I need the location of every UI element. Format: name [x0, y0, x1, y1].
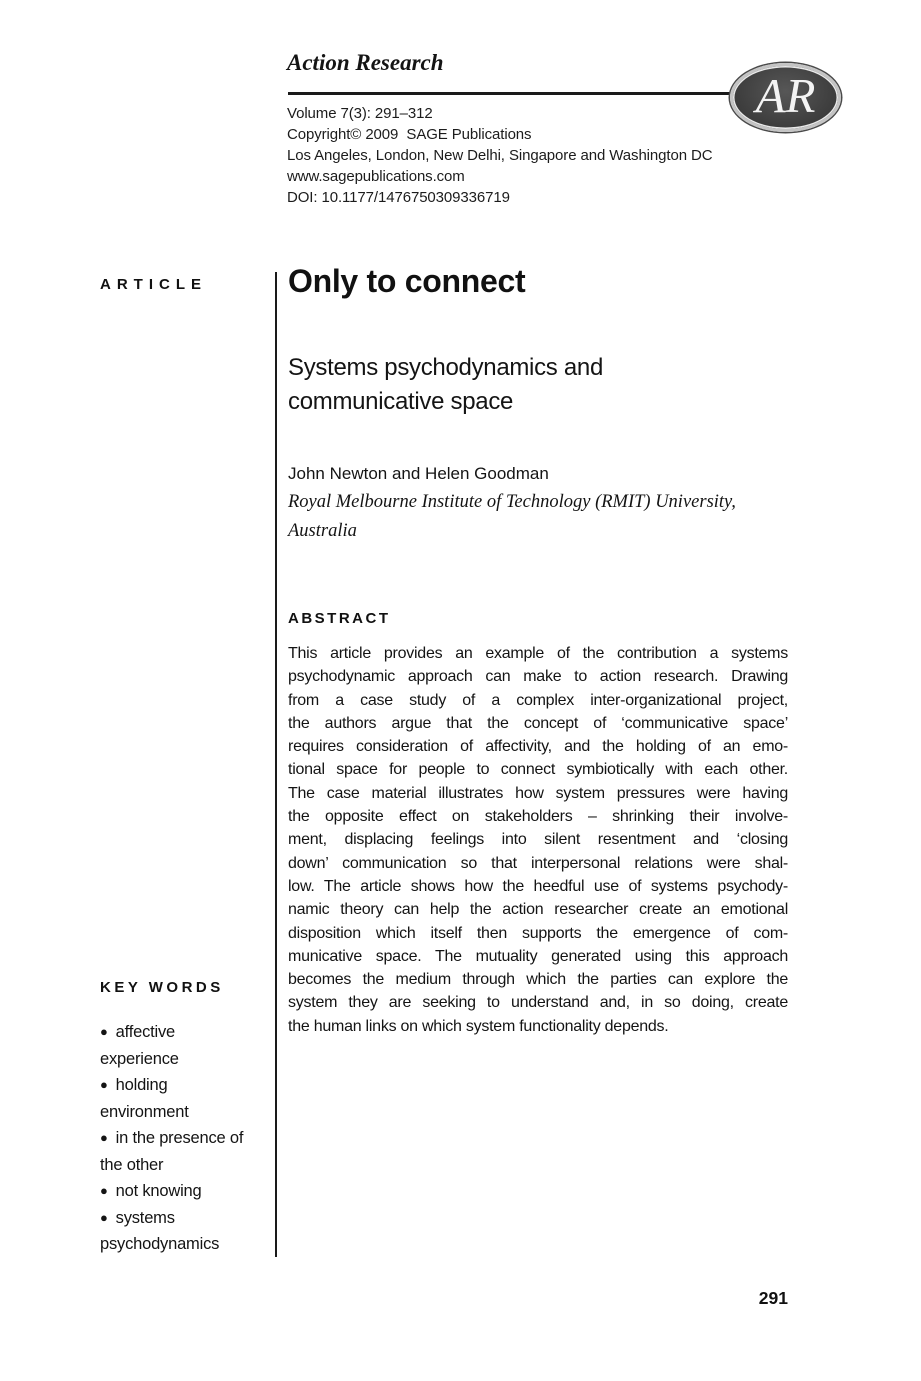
abstract-line: municative space. The mutuality generated using this approach — [288, 947, 788, 965]
abstract-line: down’ communication so that interpersonal relations were shal- — [288, 854, 788, 872]
keywords-heading: KEY WORDS — [100, 979, 224, 996]
publisher-website: www.sagepublications.com — [287, 168, 465, 185]
abstract-line: This article provides an example of the contribution a systems — [288, 645, 788, 662]
keyword-bullet-icon: ● — [100, 1209, 108, 1225]
abstract-line: the authors argue that the concept of ‘communicative space’ — [288, 714, 788, 732]
abstract-line: tional space for people to connect symbiotically with each other. — [288, 761, 788, 779]
journal-info-block — [287, 103, 712, 208]
journal-name: Action Research — [287, 50, 444, 75]
keyword-line — [100, 1019, 280, 1046]
keyword-line — [100, 1046, 280, 1073]
article-subtitle — [288, 351, 603, 419]
keyword-line — [100, 1099, 280, 1126]
keyword-text: environment — [100, 1102, 189, 1121]
journal-logo — [730, 63, 841, 132]
keyword-line — [100, 1125, 280, 1152]
abstract-line: system they are seeking to understand and, in so doing, create — [288, 994, 788, 1012]
abstract-line: the opposite effect on stakeholders – shrinking their involve- — [288, 808, 788, 826]
abstract-line: disposition which itself then supports the emergence of com- — [288, 924, 788, 942]
abstract-line: ment, displacing feelings into silent resentment and ‘closing — [288, 831, 788, 849]
publisher-cities-line: Los Angeles, London, New Delhi, Singapore and Washington DC — [287, 147, 713, 164]
page-number: 291 — [758, 1288, 788, 1308]
abstract-line: namic theory can help the action researcher create an emotional — [288, 901, 788, 919]
article-authors: John Newton and Helen Goodman — [288, 464, 549, 483]
abstract-heading: ABSTRACT — [288, 610, 391, 627]
keyword-bullet-icon: ● — [100, 1183, 108, 1198]
keyword-text: not knowing — [115, 1182, 202, 1200]
affiliation-line: Royal Melbourne Institute of Technology (RMIT) University, — [288, 492, 736, 512]
abstract-text — [288, 642, 788, 1038]
keyword-text: systems — [115, 1208, 175, 1227]
keyword-line — [100, 1072, 280, 1099]
abstract-line: from a case study of a complex inter-organizational project, — [288, 691, 788, 709]
abstract-line: the human links on which system functionality depends. — [288, 1017, 669, 1035]
column-divider-rule — [275, 272, 277, 1257]
keyword-line — [100, 1205, 280, 1232]
keyword-line — [100, 1152, 280, 1179]
masthead-rule — [288, 92, 730, 95]
keyword-text: in the presence of — [115, 1129, 244, 1147]
article-subtitle-line: Systems psychodynamics and — [288, 354, 604, 381]
article-subtitle-line: communicative space — [288, 388, 514, 415]
keywords-list — [100, 1019, 280, 1258]
keyword-line — [100, 1231, 280, 1258]
keyword-text: the other — [100, 1155, 164, 1174]
affiliation-line: Australia — [288, 521, 357, 541]
keyword-text: holding — [115, 1076, 168, 1094]
abstract-line: becomes the medium through which the parties can explore the — [288, 971, 788, 989]
article-affiliation — [288, 488, 736, 546]
doi-line: DOI: 10.1177/1476750309336719 — [287, 189, 510, 206]
copyright-line: Copyright© 2009 SAGE Publications — [287, 126, 532, 143]
abstract-line: The case material illustrates how system pressures were having — [288, 784, 788, 802]
keyword-text: experience — [100, 1049, 179, 1068]
keyword-bullet-icon: ● — [100, 1024, 108, 1039]
abstract-line: psychodynamic approach can make to action research. Drawing — [288, 668, 788, 686]
article-title: Only to connect — [288, 263, 526, 299]
abstract-line: requires consideration of affectivity, and the holding of an emo- — [288, 738, 788, 756]
keyword-text: affective — [115, 1023, 176, 1041]
keyword-line — [100, 1178, 280, 1205]
keyword-bullet-icon: ● — [100, 1077, 108, 1092]
abstract-line: low. The article shows how the heedful use of systems psychody- — [288, 877, 788, 895]
section-label: ARTICLE — [100, 276, 207, 293]
volume-line: Volume 7(3): 291–312 — [287, 105, 433, 122]
journal-logo-monogram: AR — [755, 68, 816, 123]
keyword-bullet-icon: ● — [100, 1130, 108, 1145]
keyword-text: psychodynamics — [100, 1235, 220, 1253]
